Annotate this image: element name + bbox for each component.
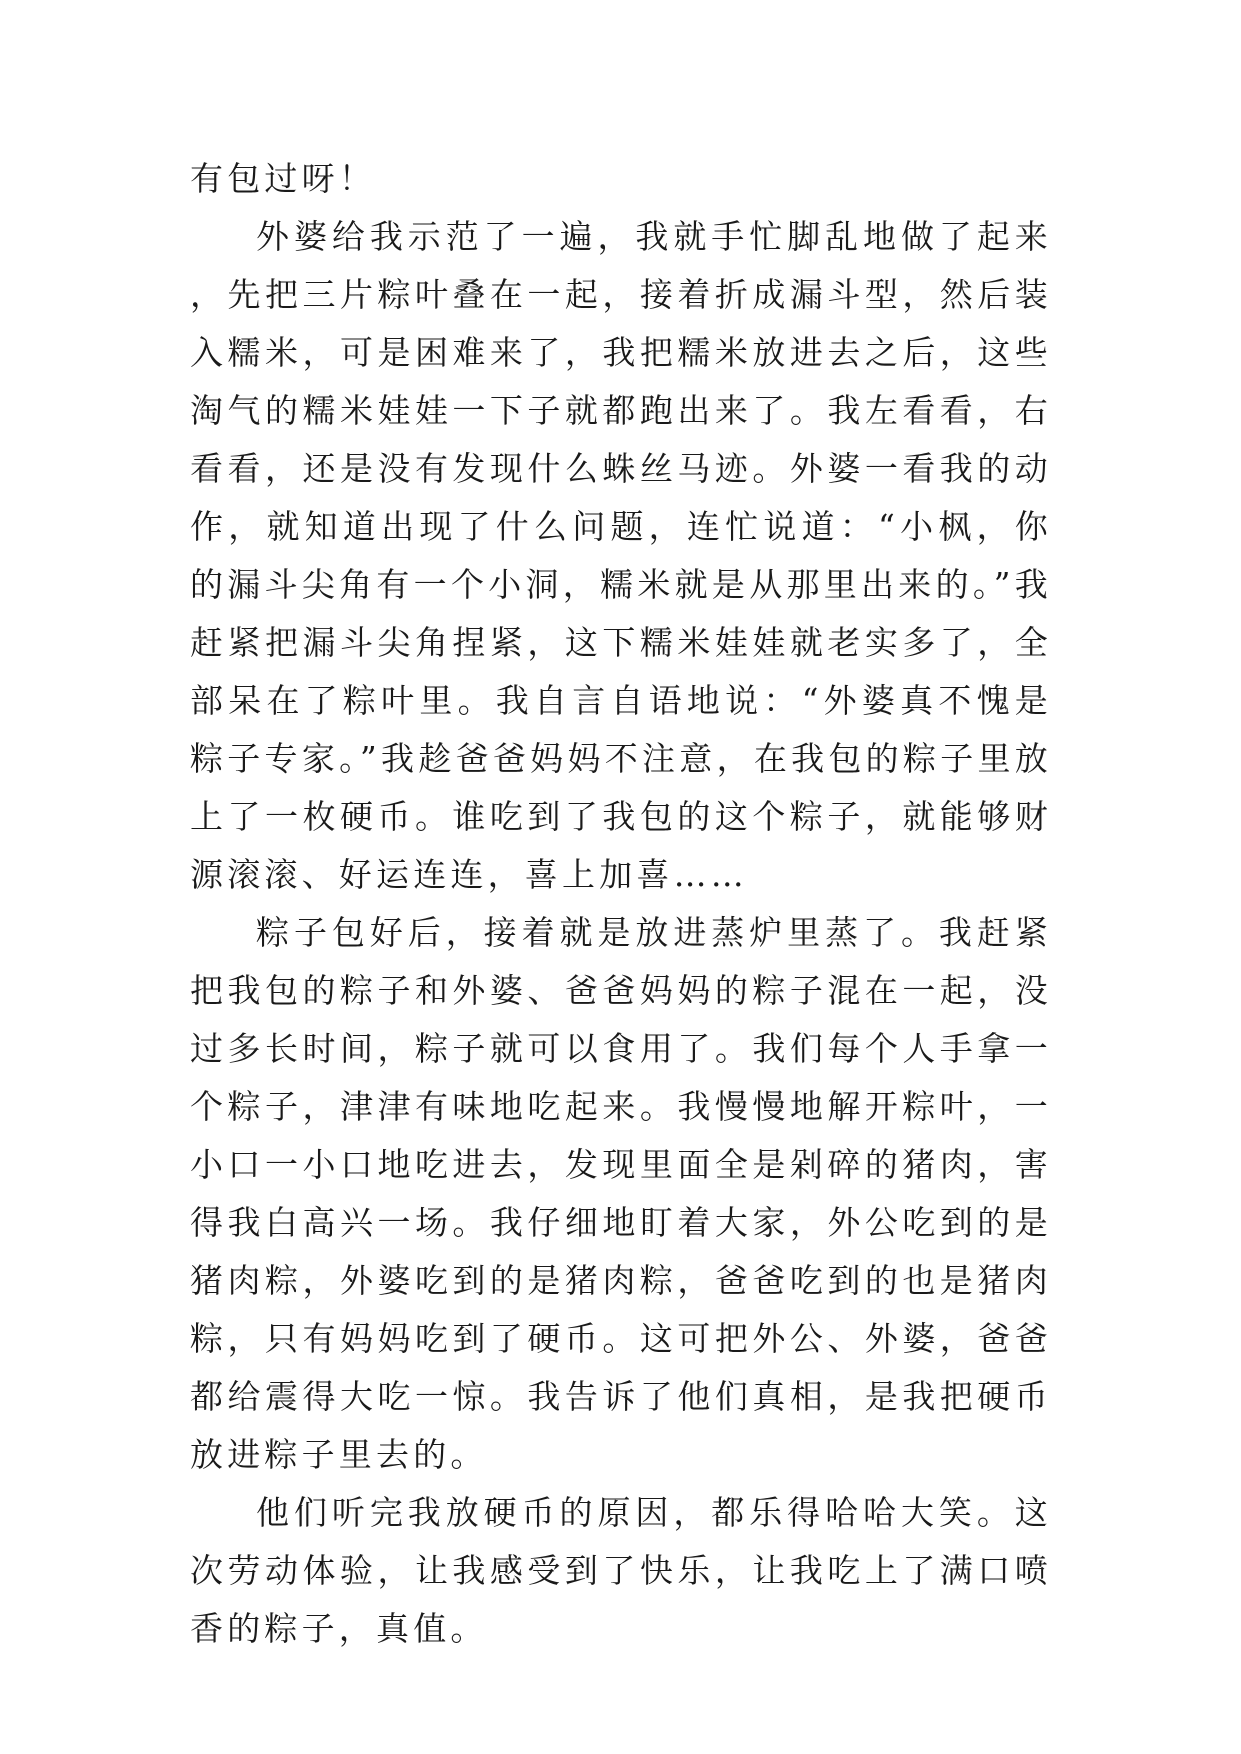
paragraph-conclusion: 他们听完我放硬币的原因，都乐得哈哈大笑。这次劳动体验，让我感受到了快乐，让我吃上了满口喷香的粽子，真值。 <box>190 1493 1052 1648</box>
document-page <box>190 150 1052 1658</box>
paragraph-continuation: 有包过呀！ <box>190 159 376 198</box>
paragraph-wrapping-zongzi: 外婆给我示范了一遍，我就手忙脚乱地做了起来，先把三片粽叶叠在一起，接着折成漏斗型，然后装入糯米，可是困难来了，我把糯米放进去之后，这些淘气的糯米娃娃一下子就都跑出来了。我左看看，右看看，还是没有发现什么蛛丝马迹。外婆一看我的动作，就知道出现了什么问题，连忙说道：“小枫，你的漏斗尖角有一个小洞，糯米就是从那里出来的。”我赶紧把漏斗尖角捏紧，这下糯米娃娃就老实多了，全部呆在了粽叶里。我自言自语地说：“外婆真不愧是粽子专家。”我趁爸爸妈妈不注意，在我包的粽子里放上了一枚硬币。谁吃到了我包的这个粽子，就能够财源滚滚、好运连连，喜上加喜…… <box>190 217 1052 894</box>
paragraph-eating-zongzi: 粽子包好后，接着就是放进蒸炉里蒸了。我赶紧把我包的粽子和外婆、爸爸妈妈的粽子混在一起，没过多长时间，粽子就可以食用了。我们每个人手拿一个粽子，津津有味地吃起来。我慢慢地解开粽叶，一小口一小口地吃进去，发现里面全是剁碎的猪肉，害得我白高兴一场。我仔细地盯着大家，外公吃到的是猪肉粽，外婆吃到的是猪肉粽，爸爸吃到的也是猪肉粽，只有妈妈吃到了硬币。这可把外公、外婆，爸爸都给震得大吃一惊。我告诉了他们真相，是我把硬币放进粽子里去的。 <box>190 913 1052 1474</box>
